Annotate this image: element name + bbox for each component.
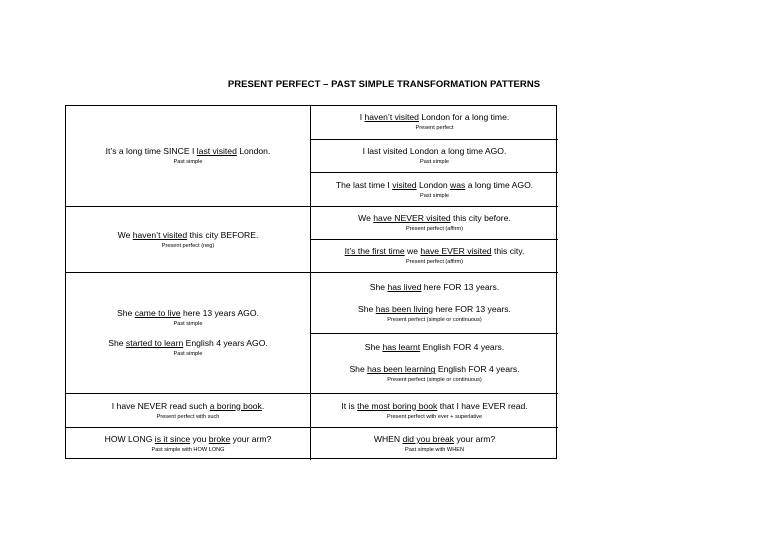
tense-note: Past simple with WHEN <box>404 447 465 453</box>
tense-note: Present perfect with ever + superlative <box>386 413 483 420</box>
source-sentence: It’s a long time SINCE I last visited London. <box>105 146 271 156</box>
transformed-sentence: The last time I visited London was a long time AGO. <box>335 179 534 190</box>
tense-note: Present perfect (affirm) <box>405 259 464 265</box>
transformed-sentence: I last visited London a long time AGO. <box>362 146 507 156</box>
transformed-sentence: She has been learning English FOR 4 years. <box>349 364 520 375</box>
tense-note: Past simple <box>420 159 449 165</box>
source-sentence: We haven’t visited this city BEFORE. <box>117 229 259 240</box>
transformed-sentence: She has been living here FOR 13 years. <box>358 303 511 314</box>
left-cell <box>66 273 311 394</box>
left-cell <box>66 394 311 428</box>
transformation-option <box>311 106 558 140</box>
right-cell <box>311 428 558 460</box>
transformation-option <box>311 394 558 427</box>
transformed-sentence: We have NEVER visited this city before. <box>358 213 511 223</box>
tense-note: Present perfect (neg) <box>161 242 215 249</box>
right-cell <box>311 273 558 394</box>
right-cell <box>311 106 558 207</box>
tense-note: Present perfect (affirm) <box>405 226 464 232</box>
transformation-group <box>311 334 558 394</box>
tense-note: Present perfect (simple or continuous) <box>387 316 482 323</box>
transformed-sentence: WHEN did you break your arm? <box>373 434 496 444</box>
tense-note: Past simple <box>173 159 203 165</box>
tense-note: Present perfect with such <box>156 413 220 420</box>
right-cell <box>311 394 558 428</box>
transformed-sentence: It’s the first time we have EVER visited this city. <box>344 246 525 256</box>
transformation-option <box>311 140 558 174</box>
transformation-option <box>311 428 558 460</box>
left-cell <box>66 428 311 460</box>
tense-note: Past simple with HOW LONG <box>151 447 225 453</box>
tense-note: Past simple <box>173 351 203 357</box>
transformation-option <box>311 173 558 206</box>
left-cell <box>66 106 311 207</box>
transformed-sentence: I haven’t visited London for a long time. <box>359 112 510 123</box>
left-cell <box>66 207 311 273</box>
transformed-sentence: She has lived here FOR 13 years. <box>369 281 500 292</box>
page-title: PRESENT PERFECT – PAST SIMPLE TRANSFORMATION PATTERNS <box>227 79 541 90</box>
transformed-sentence: It is the most boring book that I have EVER read. <box>341 400 528 411</box>
transformation-option <box>311 207 558 240</box>
transformed-sentence: She has learnt English FOR 4 years. <box>364 342 505 353</box>
tense-note: Past simple <box>173 321 203 327</box>
tense-note: Present perfect (simple or continuous) <box>387 377 482 384</box>
source-sentence: She came to live here 13 years AGO. <box>117 308 259 318</box>
source-sentence: HOW LONG is it since you broke your arm? <box>104 434 272 444</box>
transformation-option <box>311 240 558 272</box>
source-sentence: She started to learn English 4 years AGO. <box>108 338 268 348</box>
tense-note: Present perfect <box>415 125 454 132</box>
transformation-group <box>311 273 558 334</box>
tense-note: Past simple <box>420 192 449 199</box>
right-cell <box>311 207 558 273</box>
transformation-table <box>65 105 557 459</box>
source-sentence: I have NEVER read such a boring book. <box>111 400 265 411</box>
